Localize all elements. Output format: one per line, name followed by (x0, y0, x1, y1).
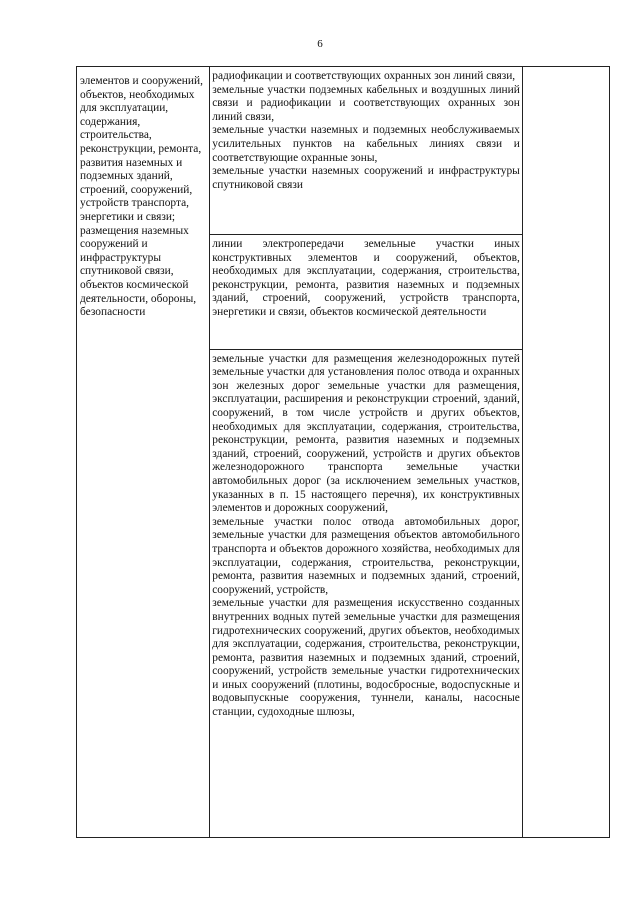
land-row-2-cell (210, 235, 523, 350)
land-row-3-cell (210, 349, 523, 837)
land-row-1-text (210, 67, 522, 194)
land-row-1-paragraph: земельные участки подземных кабельных и воздушных линий связи и радиофикации и соответствующих охранных зон линий связи, (212, 83, 520, 123)
land-row-3-paragraph: земельные участки для размещения искусственно созданных внутренних водных путей земельные участки для размещения гидротехнических сооружений, других объектов, необходимых для эксплуатации, содержания, строительства, реконструкции, ремонта, развития наземных и подземных зданий, строений, сооружений, устройств земельные участки гидротехнических и иных сооружений (плотины, водосбросные, водоспускные и водовыпускные сооружения, туннели, каналы, насосные станции, судоходные шлюзы, (212, 597, 520, 719)
land-category-table (76, 66, 610, 838)
land-row-1-cell (210, 67, 523, 235)
land-row-2-paragraph: линии электропередачи земельные участки иных конструктивных элементов и сооружений, объектов, необходимых для эксплуатации, содержания, строительства, реконструкции, ремонта, развития наземных и подземных зданий, строений, сооружений, устройств транспорта, энергетики и связи, объектов космической деятельности (212, 238, 520, 318)
land-row-1-paragraph: земельные участки наземных и подземных необслуживаемых усилительных пунктов на кабельных линиях связи и соответствующие охранные зоны, (212, 124, 520, 164)
page-number: 6 (317, 38, 323, 50)
right-empty-cell (522, 67, 609, 838)
land-row-3-paragraph: земельные участки для размещения железнодорожных путей земельные участки для установления полос отвода и охранных зон железных дорог земельные участки для размещения, эксплуатации, расширения и реконструкции строений, зданий, сооружений, в том числе устройств и других объектов, необходимых для эксплуатации, содержания, строительства, реконструкции, ремонта, развития наземных и подземных зданий, строений, сооружений, устройств и других объектов железнодорожного транспорта земельные участки автомобильных дорог (за исключением земельных участков, указанных в п. 15 настоящего перечня), их конструктивных элементов и дорожных сооружений, (212, 352, 520, 515)
land-row-1-paragraph: радиофикации и соответствующих охранных зон линий связи, (212, 70, 516, 82)
land-row-3-paragraph: земельные участки полос отвода автомобильных дорог, земельные участки для размещения объектов автомобильного транспорта и объектов дорожного хозяйства, необходимых для эксплуатации, содержания, строительства, реконструкции, ремонта, развития наземных и подземных зданий, строений, сооружений, устройств, (212, 515, 520, 596)
land-row-1-paragraph: земельные участки наземных сооружений и инфраструктуры спутниковой связи (212, 165, 520, 191)
land-row-2-text (210, 235, 522, 322)
left-category-text: элементов и сооружений, объектов, необходимых для эксплуатации, содержания, строительства, реконструкции, ремонта, развития наземных и подземных зданий, строений, сооружений, устройств транспорта, энергетики и связи; размещения наземных сооружений и инфраструктуры спутниковой связи, объектов космической деятельности, обороны, безопасности (80, 75, 203, 319)
left-category-cell (77, 67, 210, 838)
land-row-3-text (210, 350, 522, 722)
